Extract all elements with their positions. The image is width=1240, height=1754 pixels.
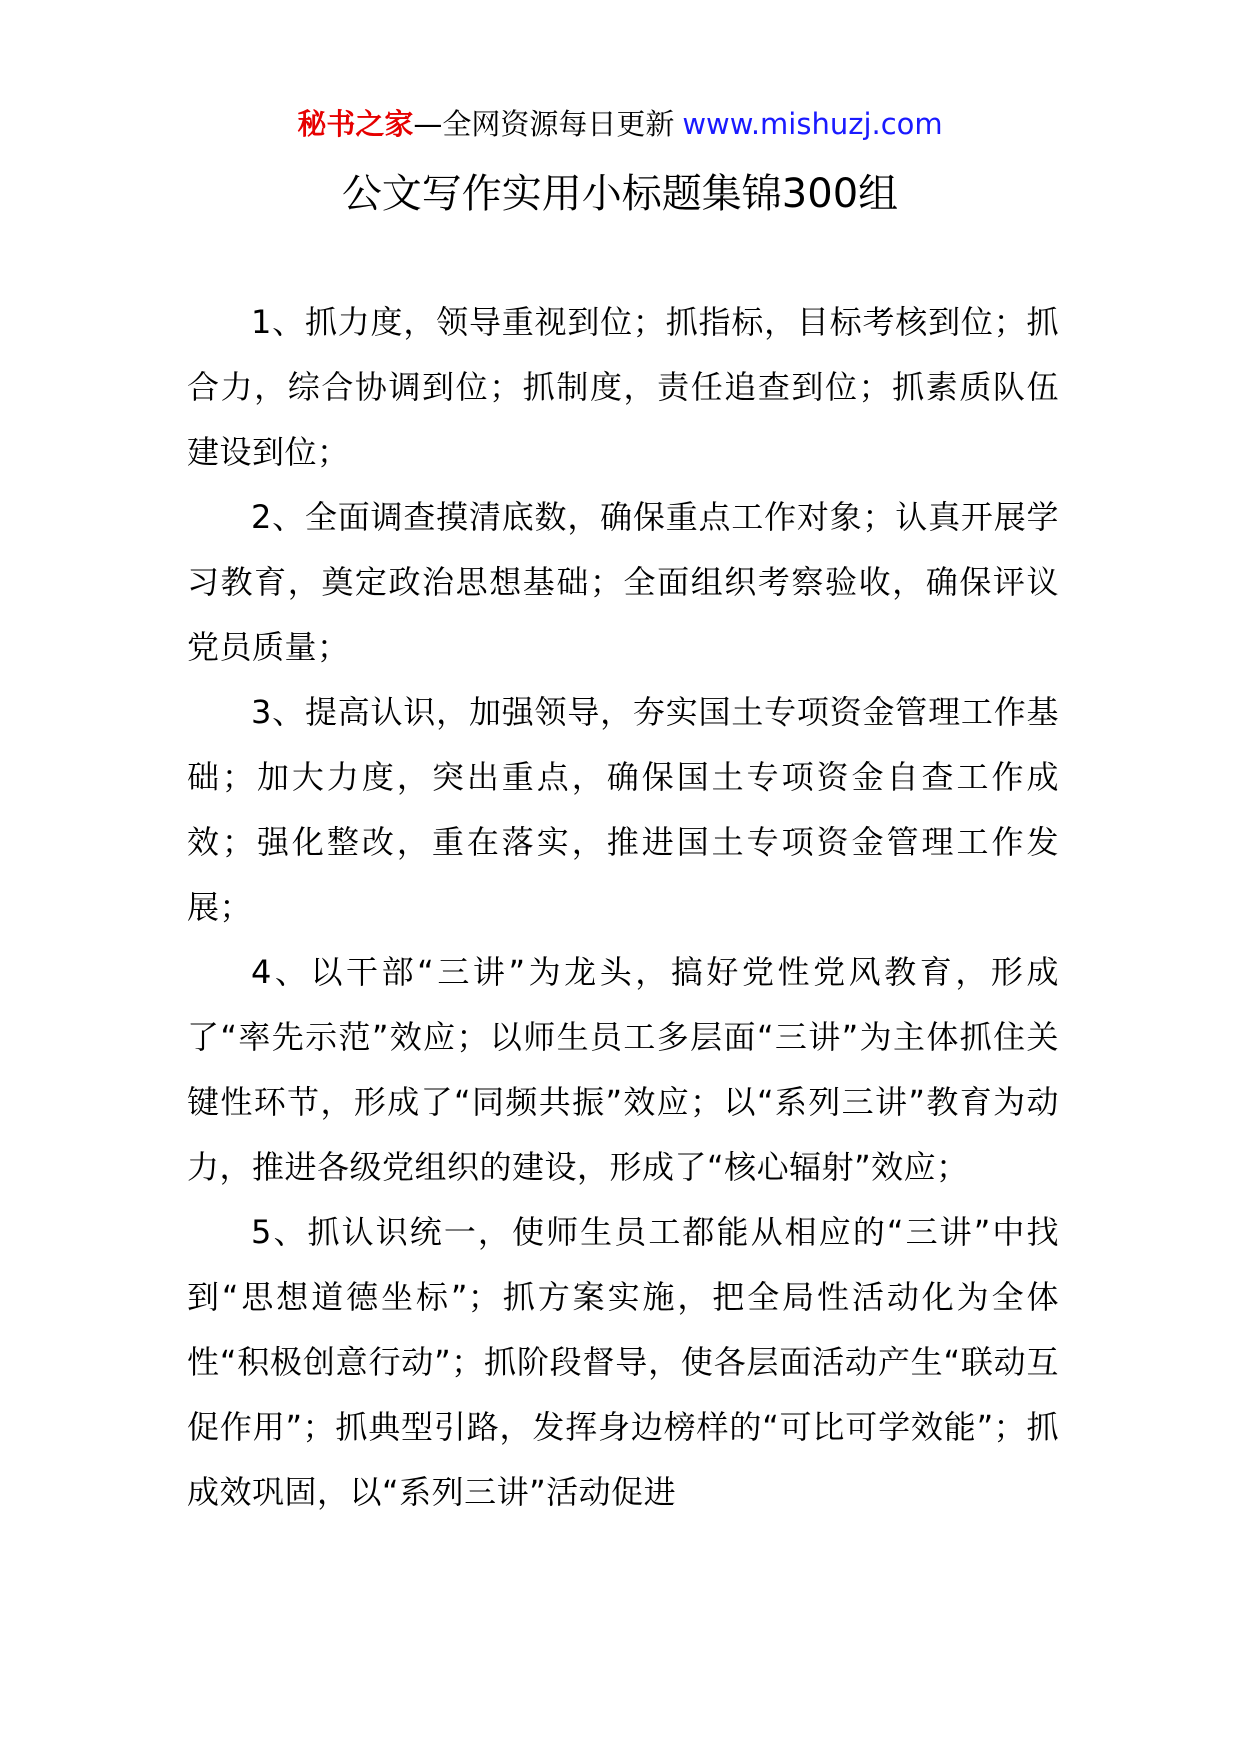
paragraph-3: 3、提高认识，加强领导，夯实国土专项资金管理工作基础；加大力度，突出重点，确保国土专项资金自查工作成效；强化整改，重在落实，推进国土专项资金管理工作发展； (187, 693, 1059, 926)
site-url-link[interactable]: www.mishuzj.com (682, 107, 943, 141)
paragraph-1: 1、抓力度，领导重视到位；抓指标，目标考核到位；抓合力，综合协调到位；抓制度，责任追查到位；抓素质队伍建设到位； (187, 303, 1059, 471)
paragraph-2: 2、全面调查摸清底数，确保重点工作对象；认真开展学习教育，奠定政治思想基础；全面组织考察验收，确保评议党员质量； (187, 498, 1059, 666)
site-header (0, 104, 1240, 144)
paragraph-4: 4、以干部“三讲”为龙头，搞好党性党风教育，形成了“率先示范”效应；以师生员工多层面“三讲”为主体抓住关键性环节，形成了“同频共振”效应；以“系列三讲”教育为动力，推进各级党组织的建设，形成了“核心辐射”效应； (187, 953, 1059, 1186)
document-title: 公文写作实用小标题集锦300组 (341, 171, 899, 217)
paragraph-5: 5、抓认识统一，使师生员工都能从相应的“三讲”中找到“思想道德坐标”；抓方案实施，把全局性活动化为全体性“积极创意行动”；抓阶段督导，使各层面活动产生“联动互促作用”；抓典型引路，发挥身边榜样的“可比可学效能”；抓成效巩固，以“系列三讲”活动促进 (187, 1213, 1059, 1511)
document-body (187, 290, 1059, 1525)
brand-name: 秘书之家 (297, 107, 414, 141)
header-tagline: —全网资源每日更新 (413, 107, 675, 141)
